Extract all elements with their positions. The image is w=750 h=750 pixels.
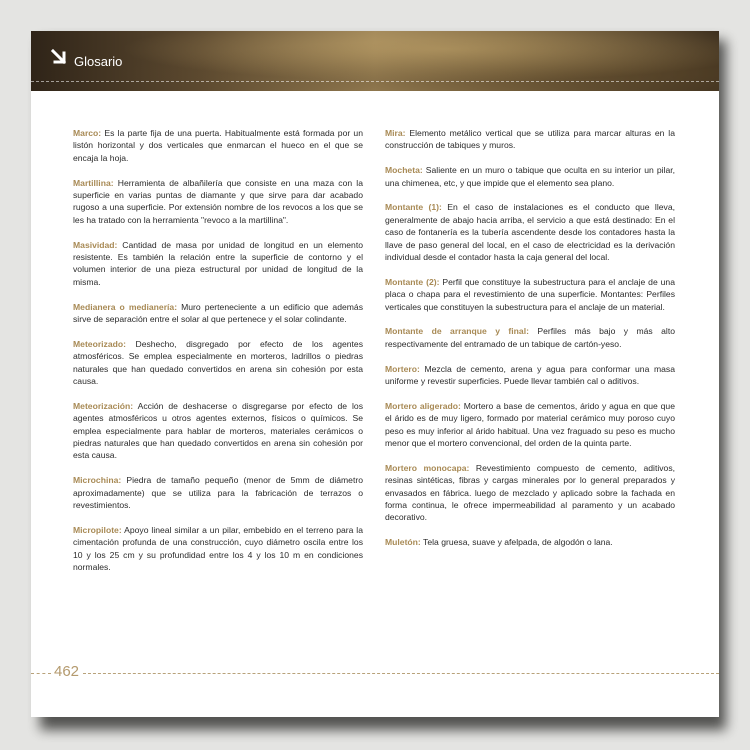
glossary-definition: Muro perteneciente a un edificio que además sirve de separación entre el solar al que pertenece y el solar colindante. (73, 301, 363, 325)
glossary-term: Medianera o medianería: (73, 301, 178, 312)
glossary-entry (73, 239, 363, 289)
glossary-entry (73, 524, 363, 574)
glossary-definition: Mortero a base de cementos, árido y agua en que que el árido es de muy ligero, formado por material cerámico muy poroso cuyo peso es muy inferior al árido habitual. Una vez fraguado su peso es mucho menor que el mortero convencional, del orden de la quinta parte. (385, 400, 675, 449)
glossary-entry (385, 276, 675, 313)
glossary-definition: Perfil que constituye la subestructura para el anclaje de una placa o chapa para el revestimiento de una superficie. Montantes: Perfiles verticales que constituyen la subestructura para el anclaje de un material. (385, 276, 675, 312)
glossary-entry (385, 536, 675, 548)
glossary-term: Martillina: (73, 177, 114, 188)
glossary-entry (73, 301, 363, 326)
header-dashed-line (31, 81, 719, 82)
glossary-term: Meteorización: (73, 400, 134, 411)
glossary-entry (73, 474, 363, 511)
section-title: Glosario (74, 54, 123, 69)
right-column (385, 127, 675, 561)
glossary-definition: Apoyo lineal similar a un pilar, embebido en el terreno para la cimentación profunda de una construcción, cuyo diámetro oscila entre los 10 y los 25 cm y su profundidad entre los 4 y los 10 m en condiciones normales. (73, 524, 363, 573)
footer-dashed-line (31, 673, 51, 674)
section-header-band (31, 31, 719, 91)
glossary-entry (385, 462, 675, 524)
glossary-term: Masividad: (73, 239, 118, 250)
glossary-definition: Deshecho, disgregado por efecto de los agentes atmosféricos. Se emplea especialmente en morteros, ladrillos o piedras naturales que han quedado convertidos en arena sin cohesión por esta causa. (73, 338, 363, 387)
glossary-term: Mira: (385, 128, 406, 138)
glossary-definition: Perfiles más bajo y más alto respectivamente del entramado de un tabique de cartón-yeso. (385, 326, 675, 349)
glossary-definition: En el caso de instalaciones es el conducto que lleva, generalmente de abajo hacia arriba, el servicio a que está destinado: En el caso de fontanería es la tubería ascendente desde los contadores hasta la llave de paso general del local, en el caso de electricidad es la derivación individual desde el contador hasta la caja general del local. (385, 202, 675, 263)
glossary-definition: Acción de deshacerse o disgregarse por efecto de los agentes atmosféricos u otros agentes externos, físicos o químicos. Se emplea especialmente para hablar de morteros, materiales cerámicos o piedras naturales que han quedado convertidos en arena sin cohesión por esta causa. (73, 400, 363, 461)
glossary-definition: Piedra de tamaño pequeño (menor de 5mm de diámetro aproximadamente) que se utiliza para la fabricación de terrazos o revestimientos. (73, 475, 363, 511)
glossary-definition: Revestimiento compuesto de cemento, aditivos, resinas sintéticas, fibras y cargas minerales por lo general preparados y envasados en fábrica. luego de mezclado y aplicado sobre la fachada en forma continua, le ofrece impermeabilidad al paramento y un acabado decorativo. (385, 462, 676, 523)
glossary-term: Montante (2): (385, 276, 440, 287)
glossary-term: Mortero monocapa: (385, 462, 470, 473)
glossary-entry (385, 325, 675, 350)
glossary-entry (385, 400, 675, 450)
glossary-entry (385, 127, 675, 152)
glossary-term: Muletón: (385, 537, 421, 548)
left-column (73, 127, 363, 586)
footer-dashed-line (83, 673, 719, 674)
glossary-term: Mortero aligerado: (385, 400, 461, 411)
glossary-term: Montante de arranque y final: (385, 326, 529, 337)
glossary-definition: Mezcla de cemento, arena y agua para conformar una masa uniforme y revestir superficies. Puede llevar también cal o aditivos. (385, 363, 675, 387)
glossary-entry (73, 177, 363, 227)
glossary-entry (385, 164, 675, 189)
arrow-down-right-icon (51, 49, 67, 65)
glossary-definition: Saliente en un muro o tabique que oculta en su interior un pilar, una chimenea, etc, y que impide que el elemento sea plano. (385, 165, 675, 188)
glossary-term: Microchina: (73, 475, 122, 486)
glossary-entry (73, 127, 363, 164)
book-page (31, 31, 719, 717)
glossary-definition: Herramienta de albañilería que consiste en una maza con la superficie en varias puntas de diamante y que sirve para dar acabado rugoso a una superficie. Por extensión nombre de los revocos a los que se les ha tratado con la herramienta "revoco a la martillina". (73, 177, 363, 225)
glossary-term: Montante (1): (385, 202, 442, 213)
glossary-definition: Cantidad de masa por unidad de longitud en un elemento resistente. Es también la relación entre la superficie de contorno y el volumen interior de una pieza estructural por unidad de longitud de la misma. (73, 239, 363, 287)
page-number: 462 (54, 663, 80, 680)
glossary-term: Meteorizado: (73, 338, 126, 349)
glossary-entry (73, 400, 363, 462)
glossary-definition: Elemento metálico vertical que se utiliza para marcar alturas en la construcción de tabiques y muros. (385, 128, 675, 151)
glossary-term: Mortero: (385, 363, 420, 374)
glossary-definition: Es la parte fija de una puerta. Habitualmente está formada por un listón horizontal y dos verticales que enmarcan el hueco en el que se encaja la hoja. (73, 128, 363, 163)
glossary-term: Mocheta: (385, 165, 423, 176)
glossary-term: Micropilote: (73, 524, 122, 535)
glossary-term: Marco: (73, 128, 102, 138)
glossary-definition: Tela gruesa, suave y afelpada, de algodón o lana. (420, 537, 613, 548)
glossary-entry (385, 201, 675, 263)
glossary-entry (73, 338, 363, 388)
glossary-entry (385, 363, 675, 388)
